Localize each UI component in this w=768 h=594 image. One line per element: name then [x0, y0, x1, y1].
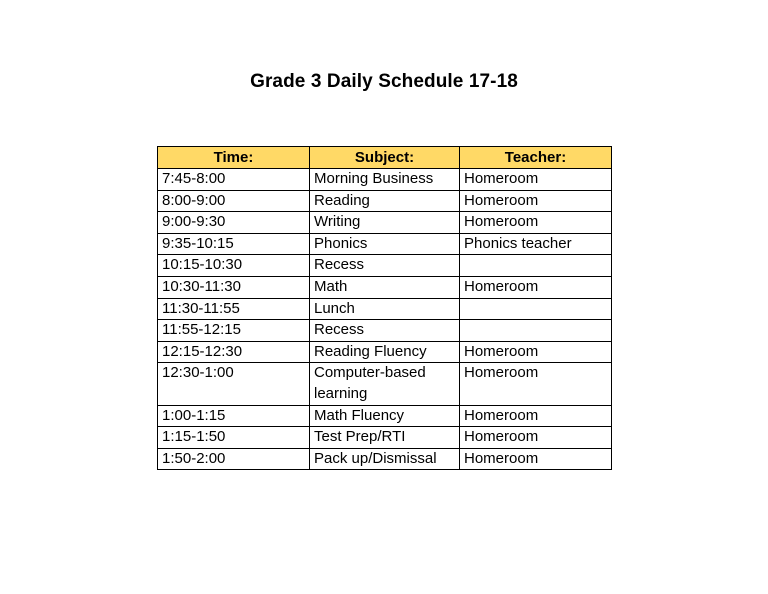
- teacher-cell: Homeroom: [460, 169, 612, 191]
- table-row: [158, 169, 612, 191]
- table-row: [158, 320, 612, 342]
- subject-cell: Reading: [310, 190, 460, 212]
- teacher-cell: Homeroom: [460, 276, 612, 298]
- table-row: [158, 276, 612, 298]
- time-cell: 11:30-11:55: [158, 298, 310, 320]
- table-row: [158, 363, 612, 405]
- table-row: [158, 255, 612, 277]
- subject-cell: Pack up/Dismissal: [310, 448, 460, 470]
- teacher-cell: Homeroom: [460, 212, 612, 234]
- schedule-table: [157, 146, 612, 470]
- time-cell: 7:45-8:00: [158, 169, 310, 191]
- time-column-header: Time:: [158, 147, 310, 169]
- time-cell: 8:00-9:00: [158, 190, 310, 212]
- table-row: [158, 427, 612, 449]
- subject-cell: Math Fluency: [310, 405, 460, 427]
- time-cell: 1:15-1:50: [158, 427, 310, 449]
- teacher-cell: [460, 255, 612, 277]
- subject-cell: Test Prep/RTI: [310, 427, 460, 449]
- subject-cell: Lunch: [310, 298, 460, 320]
- teacher-cell: Homeroom: [460, 405, 612, 427]
- time-cell: 9:35-10:15: [158, 233, 310, 255]
- table-row: [158, 448, 612, 470]
- subject-cell: Writing: [310, 212, 460, 234]
- teacher-cell: Homeroom: [460, 190, 612, 212]
- teacher-cell: Homeroom: [460, 427, 612, 449]
- table-row: [158, 341, 612, 363]
- teacher-cell: [460, 298, 612, 320]
- teacher-cell: Homeroom: [460, 448, 612, 470]
- subject-cell: Math: [310, 276, 460, 298]
- teacher-cell: [460, 320, 612, 342]
- time-cell: 12:30-1:00: [158, 363, 310, 405]
- teacher-cell: Homeroom: [460, 363, 612, 405]
- time-cell: 10:15-10:30: [158, 255, 310, 277]
- time-cell: 10:30-11:30: [158, 276, 310, 298]
- time-cell: 12:15-12:30: [158, 341, 310, 363]
- subject-cell: Computer-based learning: [310, 363, 460, 405]
- subject-cell: Recess: [310, 255, 460, 277]
- table-row: [158, 405, 612, 427]
- table-row: [158, 212, 612, 234]
- time-cell: 1:50-2:00: [158, 448, 310, 470]
- teacher-cell: Phonics teacher: [460, 233, 612, 255]
- page-title: Grade 3 Daily Schedule 17-18: [250, 71, 518, 92]
- teacher-cell: Homeroom: [460, 341, 612, 363]
- table-row: [158, 190, 612, 212]
- subject-cell: Recess: [310, 320, 460, 342]
- subject-column-header: Subject:: [310, 147, 460, 169]
- subject-cell: Morning Business: [310, 169, 460, 191]
- table-row: [158, 298, 612, 320]
- table-header-row: [158, 147, 612, 169]
- time-cell: 1:00-1:15: [158, 405, 310, 427]
- time-cell: 11:55-12:15: [158, 320, 310, 342]
- table-row: [158, 233, 612, 255]
- teacher-column-header: Teacher:: [460, 147, 612, 169]
- time-cell: 9:00-9:30: [158, 212, 310, 234]
- subject-cell: Phonics: [310, 233, 460, 255]
- subject-cell: Reading Fluency: [310, 341, 460, 363]
